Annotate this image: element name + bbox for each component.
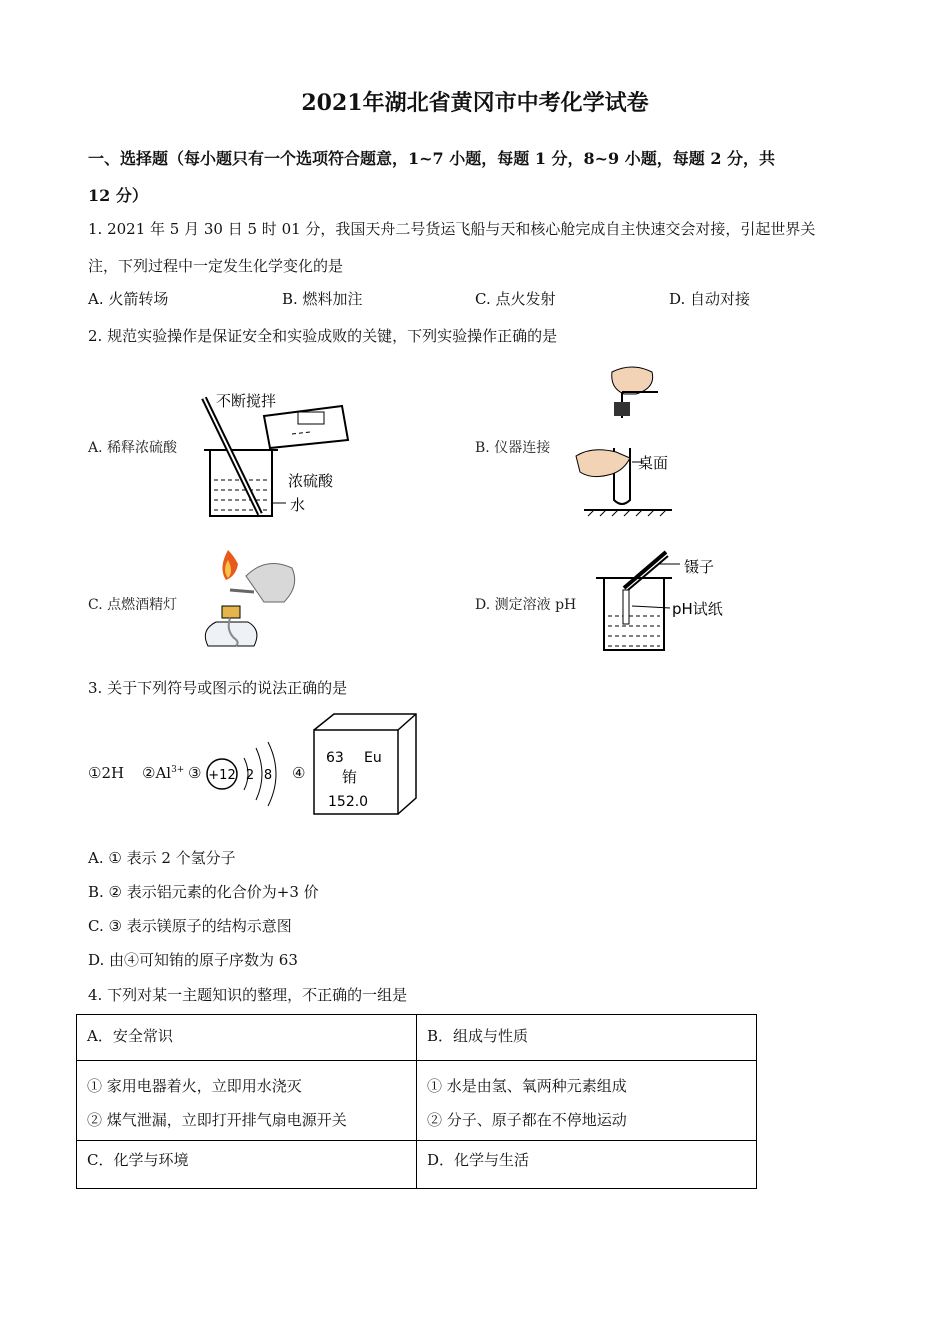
- q2-stem: 2. 规范实验操作是保证安全和实验成败的关键，下列实验操作正确的是: [88, 327, 558, 345]
- q3-option-d: D. 由④可知铕的原子序数为 63: [88, 951, 298, 969]
- shell-1-electrons: 2: [245, 768, 255, 783]
- section-heading-line1: 一、选择题（每小题只有一个选项符合题意，1~7 小题，每题 1 分，8~9 小题，每题 2 分，共: [88, 149, 776, 168]
- cell-a-item-2: ② 煤气泄漏，立即打开排气扇电源开关: [87, 1111, 347, 1129]
- fig-label-tweezers: 镊子: [684, 558, 715, 576]
- q1-option-c: C. 点火发射: [475, 290, 556, 308]
- fig-label-conc-acid: 浓硫酸: [288, 472, 334, 490]
- symbol-1: ①2H: [88, 764, 125, 782]
- page-title: 2021年湖北省黄冈市中考化学试卷: [301, 90, 649, 116]
- q2-option-d-label: D. 测定溶液 pH: [475, 597, 577, 613]
- symbol-3-marker: ③: [188, 764, 202, 782]
- alcohol-lamp-figure: [196, 546, 308, 654]
- q3-option-c: C. ③ 表示镁原子的结构示意图: [88, 917, 292, 935]
- cell-b-header: B．组成与性质: [417, 1015, 757, 1061]
- atomic-mass: 152.0: [328, 794, 369, 810]
- ph-test-figure: [590, 550, 740, 658]
- cell-b-item-2: ② 分子、原子都在不停地运动: [427, 1111, 627, 1129]
- q4-stem: 4. 下列对某一主题知识的整理，不正确的一组是: [88, 986, 408, 1004]
- shell-2-electrons: 8: [263, 768, 273, 783]
- fig-label-desktop: 桌面: [638, 454, 669, 472]
- nucleus-charge: +12: [208, 768, 236, 783]
- q1-option-b: B. 燃料加注: [282, 290, 363, 308]
- symbol-2-charge: 3+: [171, 765, 185, 775]
- element-name: 铕: [342, 768, 358, 786]
- cell-a-item-1: ① 家用电器着火，立即用水浇灭: [87, 1077, 302, 1095]
- atomic-number: 63: [326, 750, 344, 766]
- q2-option-c-label: C. 点燃酒精灯: [88, 597, 178, 613]
- q1-option-a: A. 火箭转场: [88, 290, 169, 308]
- periodic-element-card: [312, 712, 420, 818]
- q3-option-b: B. ② 表示铝元素的化合价为+3 价: [88, 883, 319, 901]
- symbol-4-marker: ④: [292, 764, 306, 782]
- fig-label-water: 水: [290, 496, 306, 514]
- cell-b-items: [417, 1061, 757, 1141]
- fig-label-ph-paper: pH试纸: [672, 600, 723, 618]
- q1-stem-line1: 1. 2021 年 5 月 30 日 5 时 01 分，我国天舟二号货运飞船与天和核心舱完成自主快速交会对接，引起世界关: [88, 220, 816, 238]
- q1-stem-line2: 注，下列过程中一定发生化学变化的是: [88, 257, 344, 275]
- section-heading-line2: 12 分）: [88, 186, 148, 205]
- symbol-2: [142, 764, 184, 782]
- q3-stem: 3. 关于下列符号或图示的说法正确的是: [88, 679, 348, 697]
- q2-option-b-label: B. 仪器连接: [475, 440, 551, 456]
- q3-option-a: A. ① 表示 2 个氢分子: [88, 849, 236, 867]
- symbol-2-text: ②Al: [142, 764, 172, 782]
- cell-c-header: C．化学与环境: [77, 1141, 417, 1189]
- q2-option-a-label: A. 稀释浓硫酸: [88, 440, 178, 456]
- atom-structure-diagram: [204, 738, 280, 810]
- cell-d-header: D．化学与生活: [417, 1141, 757, 1189]
- cell-a-header: A．安全常识: [77, 1015, 417, 1061]
- dilute-sulfuric-acid-figure: [180, 378, 370, 523]
- cell-b-item-1: ① 水是由氢、氧两种元素组成: [427, 1077, 627, 1095]
- instrument-connection-figure: [572, 362, 682, 520]
- element-symbol: Eu: [364, 750, 382, 766]
- q1-option-d: D. 自动对接: [669, 290, 751, 308]
- fig-label-stir: 不断搅拌: [216, 392, 277, 410]
- knowledge-table: [76, 1014, 757, 1189]
- cell-a-items: [77, 1061, 417, 1141]
